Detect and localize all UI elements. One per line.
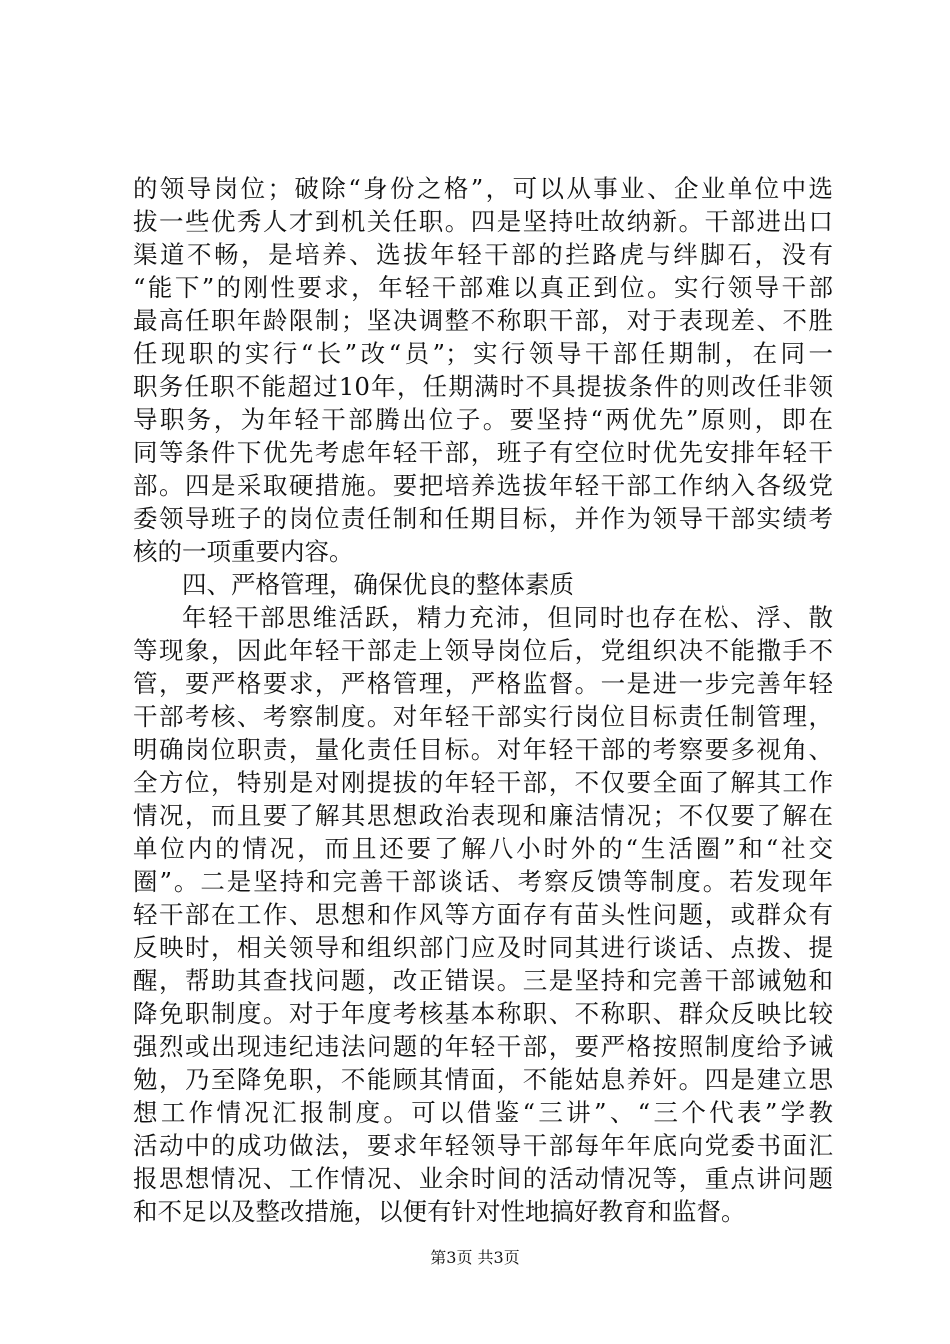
text-line: 单位内的情况，而且还要了解八小时外的“生活圈”和“社交 xyxy=(133,834,833,863)
text-line: 醒，帮助其查找问题，改正错误。三是坚持和完善干部诫勉和 xyxy=(133,966,833,995)
text-line: 同等条件下优先考虑年轻干部，班子有空位时优先安排年轻干 xyxy=(133,438,833,467)
text-line: 核的一项重要内容。 xyxy=(133,537,354,566)
document-body xyxy=(133,172,833,1228)
text-line: 的领导岗位；破除“身份之格”，可以从事业、企业单位中选 xyxy=(133,174,833,203)
text-line: 年轻干部思维活跃，精力充沛，但同时也存在松、浮、散 xyxy=(182,603,833,632)
text-line: 想工作情况汇报制度。可以借鉴“三讲”、“三个代表”学教 xyxy=(133,1098,833,1127)
text-line: 勉，乃至降免职，不能顾其情面，不能姑息养奸。四是建立思 xyxy=(133,1065,833,1094)
text-line: 反映时，相关领导和组织部门应及时同其进行谈话、点拨、提 xyxy=(133,933,833,962)
text-line: 圈”。二是坚持和完善干部谈话、考察反馈等制度。若发现年 xyxy=(133,867,833,896)
page-footer: 第3页 共3页 xyxy=(430,1248,520,1267)
text-line: 全方位，特别是对刚提拔的年轻干部，不仅要全面了解其工作 xyxy=(133,768,833,797)
text-line: 委领导班子的岗位责任制和任期目标，并作为领导干部实绩考 xyxy=(133,504,833,533)
text-line: “能下”的刚性要求，年轻干部难以真正到位。实行领导干部 xyxy=(133,273,833,302)
text-line: 职务任职不能超过10年，任期满时不具提拔条件的则改任非领 xyxy=(133,372,833,401)
text-line: 活动中的成功做法，要求年轻领导干部每年年底向党委书面汇 xyxy=(133,1131,833,1160)
text-line: 导职务，为年轻干部腾出位子。要坚持“两优先”原则，即在 xyxy=(133,405,833,434)
text-line: 情况，而且要了解其思想政治表现和廉洁情况；不仅要了解在 xyxy=(133,801,833,830)
text-line: 干部考核、考察制度。对年轻干部实行岗位目标责任制管理， xyxy=(133,702,833,731)
text-line: 明确岗位职责，量化责任目标。对年轻干部的考察要多视角、 xyxy=(133,735,833,764)
text-line: 管，要严格要求，严格管理，严格监督。一是进一步完善年轻 xyxy=(133,669,833,698)
section-heading: 四、严格管理，确保优良的整体素质 xyxy=(182,570,574,599)
text-line: 任现职的实行“长”改“员”；实行领导干部任期制，在同一 xyxy=(133,339,833,368)
text-line: 强烈或出现违纪违法问题的年轻干部，要严格按照制度给予诫 xyxy=(133,1032,833,1061)
text-line: 和不足以及整改措施，以便有针对性地搞好教育和监督。 xyxy=(133,1197,746,1226)
text-line: 轻干部在工作、思想和作风等方面存有苗头性问题，或群众有 xyxy=(133,900,833,929)
text-line: 部。四是采取硬措施。要把培养选拔年轻干部工作纳入各级党 xyxy=(133,471,833,500)
text-line: 降免职制度。对于年度考核基本称职、不称职、群众反映比较 xyxy=(133,999,833,1028)
text-line: 报思想情况、工作情况、业余时间的活动情况等，重点讲问题 xyxy=(133,1164,833,1193)
text-line: 拔一些优秀人才到机关任职。四是坚持吐故纳新。干部进出口 xyxy=(133,207,833,236)
text-line: 渠道不畅，是培养、选拔年轻干部的拦路虎与绊脚石，没有 xyxy=(133,240,833,269)
text-line: 最高任职年龄限制；坚决调整不称职干部，对于表现差、不胜 xyxy=(133,306,833,335)
text-line: 等现象，因此年轻干部走上领导岗位后，党组织决不能撒手不 xyxy=(133,636,833,665)
